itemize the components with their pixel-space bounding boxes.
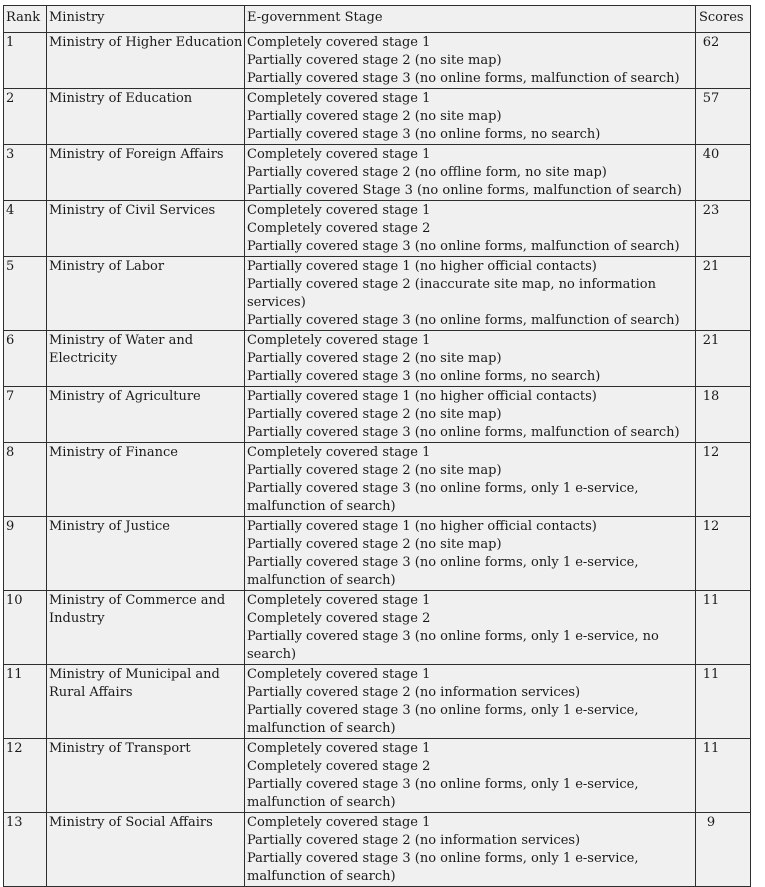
ministry-cell [47, 257, 245, 331]
ministry-name-line: Ministry of Transport [49, 741, 191, 756]
stage-line: Completely covered stage 1 [247, 593, 431, 608]
egov-stage-cell [245, 89, 696, 145]
ministry-cell [47, 331, 245, 387]
header-scores: Scores [696, 6, 751, 33]
rank-cell: 6 [4, 331, 47, 387]
table-row [4, 201, 751, 257]
stage-line: Partially covered stage 2 (inaccurate site map, no information [247, 277, 656, 292]
ministry-name-line: Ministry of Foreign Affairs [49, 147, 224, 162]
egov-stage-cell [245, 201, 696, 257]
rank-cell: 8 [4, 443, 47, 517]
ministry-cell [47, 813, 245, 887]
ministry-name-line: Industry [49, 611, 105, 626]
table-row [4, 665, 751, 739]
table-row [4, 257, 751, 331]
stage-line: Partially covered stage 2 (no site map) [247, 351, 502, 366]
stage-line: malfunction of search) [247, 721, 396, 736]
table-row [4, 33, 751, 89]
stage-line: malfunction of search) [247, 573, 396, 588]
stage-line: Partially covered stage 3 (no online forms, only 1 e-service, [247, 777, 639, 792]
table-body [4, 33, 751, 887]
score-cell: 23 [696, 201, 751, 257]
score-cell: 18 [696, 387, 751, 443]
egov-stage-cell [245, 443, 696, 517]
table-row [4, 387, 751, 443]
table-row [4, 145, 751, 201]
egov-stage-cell [245, 813, 696, 887]
ministry-cell [47, 443, 245, 517]
ministry-name-line: Ministry of Finance [49, 445, 179, 460]
stage-line: Completely covered stage 2 [247, 611, 431, 626]
rank-cell: 12 [4, 739, 47, 813]
score-cell: 21 [696, 331, 751, 387]
ministry-name-line: Ministry of Justice [49, 519, 170, 534]
stage-line: Partially covered stage 3 (no online forms, malfunction of search) [247, 239, 680, 254]
stage-line: Partially covered stage 2 (no site map) [247, 109, 502, 124]
stage-line: malfunction of search) [247, 499, 396, 514]
stage-line: Partially covered stage 2 (no information services) [247, 833, 581, 848]
stage-line: search) [247, 647, 297, 662]
ministry-name-line: Ministry of Higher Education [49, 35, 243, 50]
rank-cell: 7 [4, 387, 47, 443]
stage-line: Partially covered stage 1 (no higher official contacts) [247, 389, 597, 404]
ministry-cell [47, 739, 245, 813]
stage-line: Partially covered stage 2 (no site map) [247, 53, 502, 68]
stage-line: Partially covered stage 3 (no online forms, only 1 e-service, [247, 703, 639, 718]
ministry-name-line: Ministry of Agriculture [49, 389, 201, 404]
stage-line: Partially covered stage 2 (no site map) [247, 537, 502, 552]
egov-stage-cell [245, 739, 696, 813]
stage-line: malfunction of search) [247, 795, 396, 810]
stage-line: Completely covered stage 2 [247, 221, 431, 236]
header-ministry: Ministry [47, 6, 245, 33]
rank-cell: 2 [4, 89, 47, 145]
stage-line: Partially covered stage 1 (no higher official contacts) [247, 519, 597, 534]
table-header-row [4, 6, 751, 33]
stage-line: services) [247, 295, 306, 310]
ministry-cell [47, 201, 245, 257]
egov-stage-cell [245, 33, 696, 89]
table-row [4, 517, 751, 591]
ministry-name-line: Ministry of Social Affairs [49, 815, 213, 830]
ministry-cell [47, 517, 245, 591]
ministry-cell [47, 89, 245, 145]
egov-stage-cell [245, 257, 696, 331]
score-cell: 57 [696, 89, 751, 145]
stage-line: Partially covered stage 2 (no site map) [247, 463, 502, 478]
egov-stage-cell [245, 331, 696, 387]
ministry-cell [47, 591, 245, 665]
rank-cell: 11 [4, 665, 47, 739]
score-cell: 62 [696, 33, 751, 89]
table-row [4, 591, 751, 665]
ministry-name-line: Ministry of Labor [49, 259, 165, 274]
stage-line: Completely covered stage 2 [247, 759, 431, 774]
ministry-cell [47, 665, 245, 739]
score-cell: 21 [696, 257, 751, 331]
stage-line: Completely covered stage 1 [247, 741, 431, 756]
stage-line: Partially covered stage 3 (no online forms, malfunction of search) [247, 425, 680, 440]
stage-line: Completely covered stage 1 [247, 91, 431, 106]
ministry-cell [47, 33, 245, 89]
stage-line: Partially covered stage 3 (no online forms, only 1 e-service, [247, 555, 639, 570]
stage-line: Partially covered stage 3 (no online forms, only 1 e-service, no [247, 629, 659, 644]
score-cell: 40 [696, 145, 751, 201]
stage-line: malfunction of search) [247, 869, 396, 884]
score-cell: 11 [696, 591, 751, 665]
score-cell: 9 [696, 813, 751, 887]
table-row [4, 331, 751, 387]
ministry-name-line: Rural Affairs [49, 685, 133, 700]
rank-cell: 3 [4, 145, 47, 201]
stage-line: Partially covered stage 3 (no online forms, only 1 e-service, [247, 851, 639, 866]
egov-stage-cell [245, 517, 696, 591]
stage-line: Partially covered stage 1 (no higher official contacts) [247, 259, 597, 274]
header-rank: Rank [4, 6, 47, 33]
ministry-name-line: Ministry of Municipal and [49, 667, 220, 682]
ministry-cell [47, 145, 245, 201]
score-cell: 12 [696, 443, 751, 517]
header-egov-stage: E-government Stage [245, 6, 696, 33]
stage-line: Partially covered Stage 3 (no online forms, malfunction of search) [247, 183, 682, 198]
ministry-name-line: Ministry of Civil Services [49, 203, 216, 218]
table-row [4, 89, 751, 145]
egov-stage-cell [245, 591, 696, 665]
stage-line: Completely covered stage 1 [247, 445, 431, 460]
stage-line: Completely covered stage 1 [247, 667, 431, 682]
stage-line: Completely covered stage 1 [247, 203, 431, 218]
table-row [4, 739, 751, 813]
score-cell: 11 [696, 665, 751, 739]
ministry-name-line: Electricity [49, 351, 118, 366]
stage-line: Partially covered stage 3 (no online forms, malfunction of search) [247, 313, 680, 328]
stage-line: Completely covered stage 1 [247, 815, 431, 830]
ministry-ranking-table-container [3, 5, 750, 887]
table-row [4, 813, 751, 887]
score-cell: 11 [696, 739, 751, 813]
egov-stage-cell [245, 387, 696, 443]
stage-line: Partially covered stage 2 (no information services) [247, 685, 581, 700]
ministry-ranking-table [3, 5, 751, 887]
stage-line: Partially covered stage 2 (no offline form, no site map) [247, 165, 607, 180]
ministry-name-line: Ministry of Education [49, 91, 193, 106]
stage-line: Partially covered stage 3 (no online forms, no search) [247, 127, 601, 142]
rank-cell: 5 [4, 257, 47, 331]
rank-cell: 1 [4, 33, 47, 89]
egov-stage-cell [245, 145, 696, 201]
stage-line: Partially covered stage 3 (no online forms, malfunction of search) [247, 71, 680, 86]
ministry-name-line: Ministry of Water and [49, 333, 194, 348]
ministry-cell [47, 387, 245, 443]
rank-cell: 10 [4, 591, 47, 665]
egov-stage-cell [245, 665, 696, 739]
ministry-name-line: Ministry of Commerce and [49, 593, 226, 608]
stage-line: Partially covered stage 2 (no site map) [247, 407, 502, 422]
rank-cell: 13 [4, 813, 47, 887]
rank-cell: 4 [4, 201, 47, 257]
table-row [4, 443, 751, 517]
stage-line: Partially covered stage 3 (no online forms, only 1 e-service, [247, 481, 639, 496]
score-cell: 12 [696, 517, 751, 591]
stage-line: Completely covered stage 1 [247, 147, 431, 162]
rank-cell: 9 [4, 517, 47, 591]
stage-line: Partially covered stage 3 (no online forms, no search) [247, 369, 601, 384]
stage-line: Completely covered stage 1 [247, 35, 431, 50]
stage-line: Completely covered stage 1 [247, 333, 431, 348]
